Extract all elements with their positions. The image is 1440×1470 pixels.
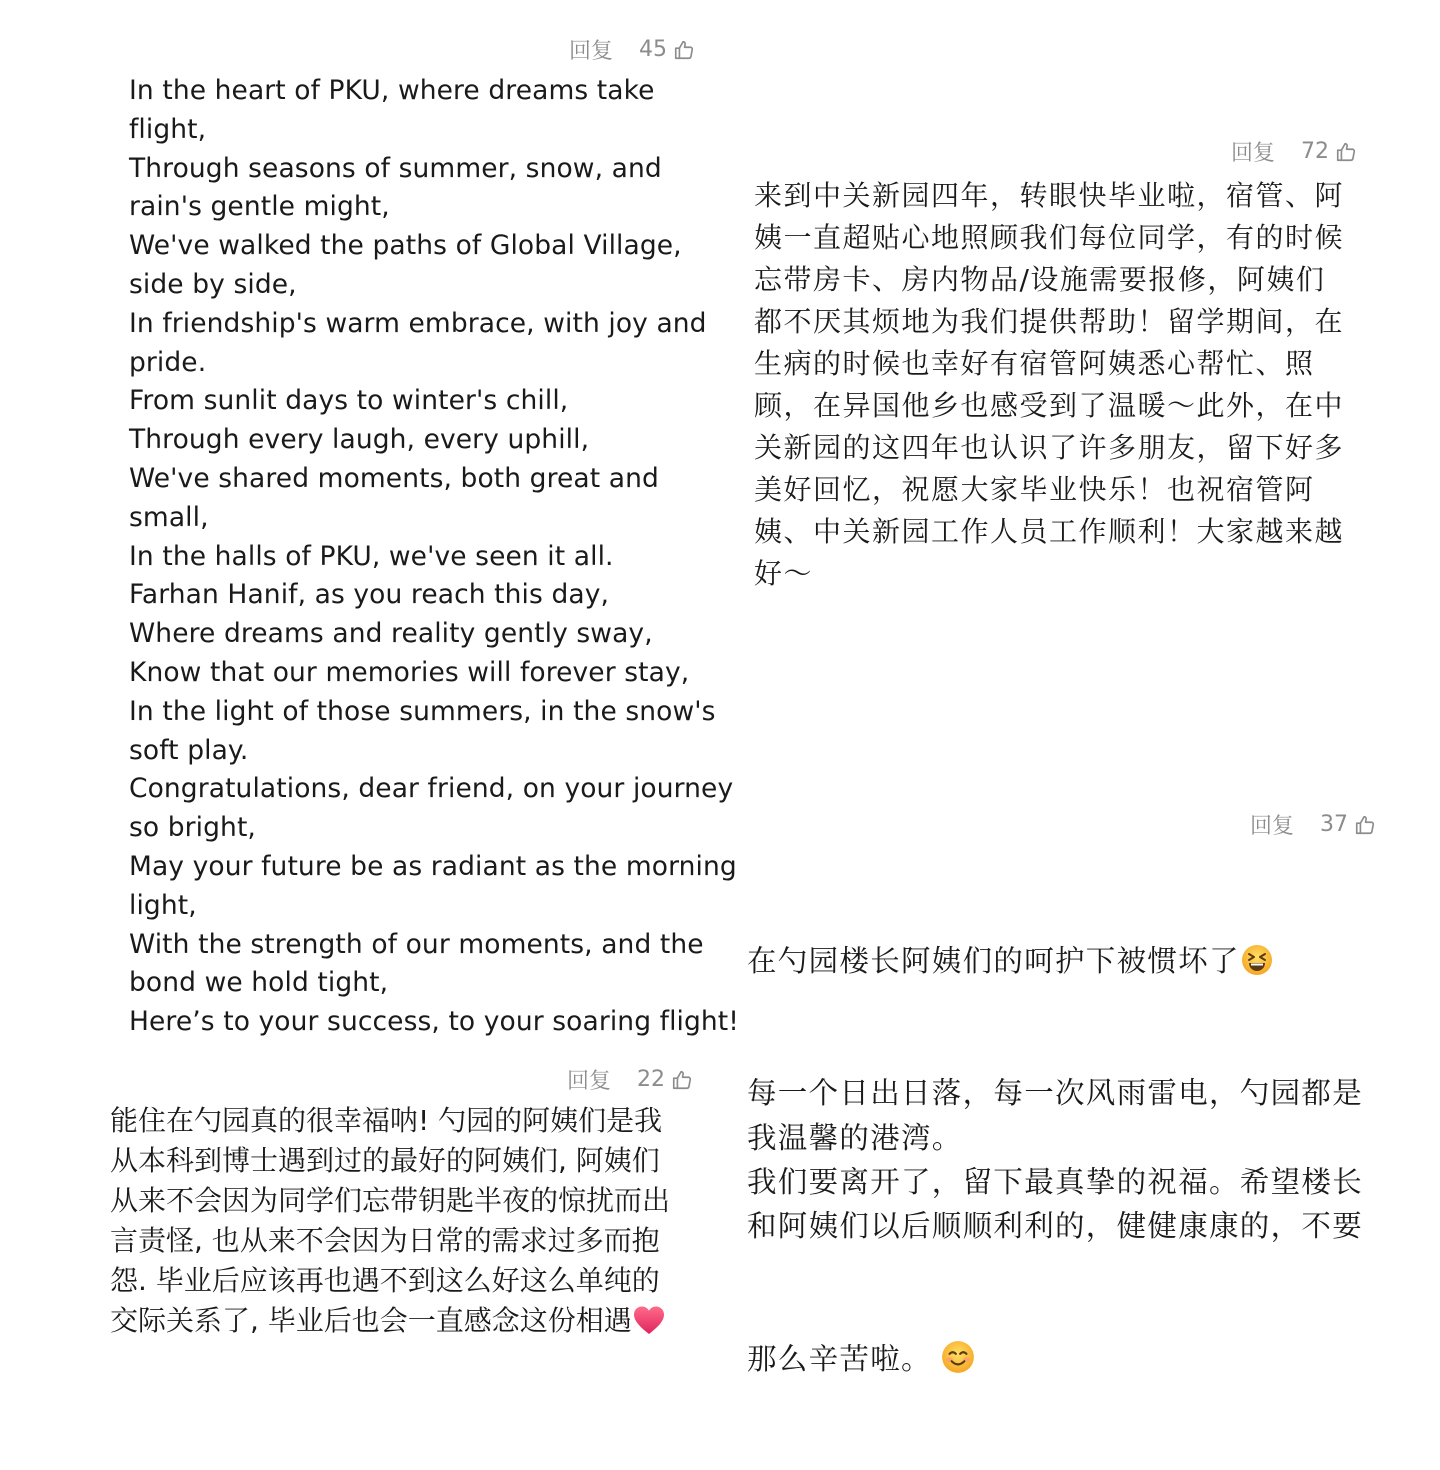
- comment-line: We've walked the paths of Global Village,: [129, 230, 682, 262]
- comment-line: pride.: [129, 346, 207, 378]
- comment-line: May your future be as radiant as the morning: [129, 850, 737, 882]
- comment-line: soft play.: [129, 734, 249, 766]
- red-heart-icon: [632, 1304, 666, 1336]
- comment-line: so bright,: [129, 812, 256, 844]
- reply-button[interactable]: 回复: [1231, 141, 1276, 166]
- comment-line: flight,: [129, 113, 207, 145]
- comment-line: With the strength of our moments, and the: [129, 928, 704, 960]
- reply-button[interactable]: 回复: [569, 39, 614, 64]
- comment-line: 怨. 毕业后应该再也遇不到这么好这么单纯的: [110, 1264, 660, 1297]
- comment-line: 关新园的这四年也认识了许多朋友，留下好多: [754, 431, 1345, 464]
- comment-line: small,: [129, 501, 209, 533]
- comment-line: 和阿姨们以后顺顺利利的，健健康康的，不要: [747, 1209, 1364, 1244]
- comment-line: In the heart of PKU, where dreams take: [129, 75, 655, 106]
- comment-line: side by side,: [129, 268, 297, 300]
- thumbs-up-icon[interactable]: [671, 1069, 693, 1091]
- comment-line: 交际关系了, 毕业后也会一直感念这份相遇: [110, 1301, 670, 1341]
- thumbs-up-icon[interactable]: [673, 39, 695, 61]
- comment-line: rain's gentle might,: [129, 191, 390, 223]
- comment-line: Congratulations, dear friend, on your journey: [129, 773, 734, 805]
- comment-line: 在勺园楼长阿姨们的呵护下被惯坏了: [747, 939, 1363, 983]
- reply-button[interactable]: 回复: [1250, 814, 1295, 839]
- comment-text: [110, 1101, 670, 1341]
- comment-line: In the light of those summers, in the snow's: [129, 695, 716, 727]
- comment-line: Through every laugh, every uphill,: [129, 424, 590, 456]
- comment-line: In friendship's warm embrace, with joy and: [129, 307, 707, 339]
- comment-line: Farhan Hanif, as you reach this day,: [129, 579, 610, 611]
- comment-line: 忘带房卡、房内物品/设施需要报修，阿姨们: [754, 263, 1326, 296]
- grinning-squinting-face-icon: [1240, 943, 1274, 977]
- comment-line: 每一个日出日落，每一次风雨雷电，勺园都是: [747, 1076, 1364, 1111]
- comment-line: 生病的时候也幸好有宿管阿姨悉心帮忙、照: [754, 347, 1315, 380]
- comment-line: Through seasons of summer, snow, and: [129, 152, 662, 184]
- comment-line: 从本科到博士遇到过的最好的阿姨们, 阿姨们: [110, 1144, 660, 1177]
- comment-line: Where dreams and reality gently sway,: [129, 618, 653, 650]
- comment-line: bond we hold tight,: [129, 967, 389, 999]
- comment-meta: [569, 34, 695, 65]
- like-count: 45: [639, 37, 668, 62]
- comment-line: light,: [129, 889, 197, 921]
- comment-line: 顾，在异国他乡也感受到了温暖～此外，在中: [754, 389, 1345, 422]
- like-count: 37: [1320, 812, 1349, 837]
- comment-text: [747, 850, 1363, 1470]
- thumbs-up-icon[interactable]: [1354, 814, 1376, 836]
- reply-button[interactable]: 回复: [567, 1069, 612, 1094]
- comment-meta: [1231, 136, 1357, 167]
- comment-line: Know that our memories will forever stay,: [129, 656, 690, 688]
- comment-line: 姨、中关新园工作人员工作顺利！大家越来越: [754, 515, 1345, 548]
- comment-text: [754, 175, 1344, 595]
- comment-meta: [1250, 809, 1376, 840]
- comment-line: 我温馨的港湾。: [747, 1120, 963, 1155]
- comment-line: 都不厌其烦地为我们提供帮助！留学期间，在: [754, 305, 1345, 338]
- comment-line: From sunlit days to winter's chill,: [129, 385, 569, 417]
- smiling-face-icon: [940, 1339, 976, 1375]
- comment-line: 来到中关新园四年，转眼快毕业啦，宿管、阿: [754, 179, 1345, 212]
- comment-line: In the halls of PKU, we've seen it all.: [129, 540, 614, 572]
- like-count: 22: [637, 1067, 666, 1092]
- comment-line: 我们要离开了，留下最真挚的祝福。希望楼长: [747, 1165, 1364, 1200]
- comment-text: [129, 72, 739, 1042]
- comment-line: Here’s to your success, to your soaring flight!: [129, 1006, 740, 1038]
- comment-line: 从来不会因为同学们忘带钥匙半夜的惊扰而出: [110, 1184, 671, 1217]
- comment-line: 姨一直超贴心地照顾我们每位同学，有的时候: [754, 221, 1345, 254]
- comment-line: We've shared moments, both great and: [129, 462, 659, 494]
- like-count: 72: [1301, 139, 1330, 164]
- comment-line: 那么辛苦啦。: [747, 1337, 1363, 1381]
- comment-line: 能住在勺园真的很幸福呐! 勺园的阿姨们是我: [110, 1104, 663, 1137]
- thumbs-up-icon[interactable]: [1335, 141, 1357, 163]
- comment-line: 好～: [754, 557, 814, 590]
- comment-line: 美好回忆，祝愿大家毕业快乐！也祝宿管阿: [754, 473, 1315, 506]
- comment-line: 言责怪, 也从来不会因为日常的需求过多而抱: [110, 1224, 660, 1257]
- comment-meta: [567, 1064, 693, 1095]
